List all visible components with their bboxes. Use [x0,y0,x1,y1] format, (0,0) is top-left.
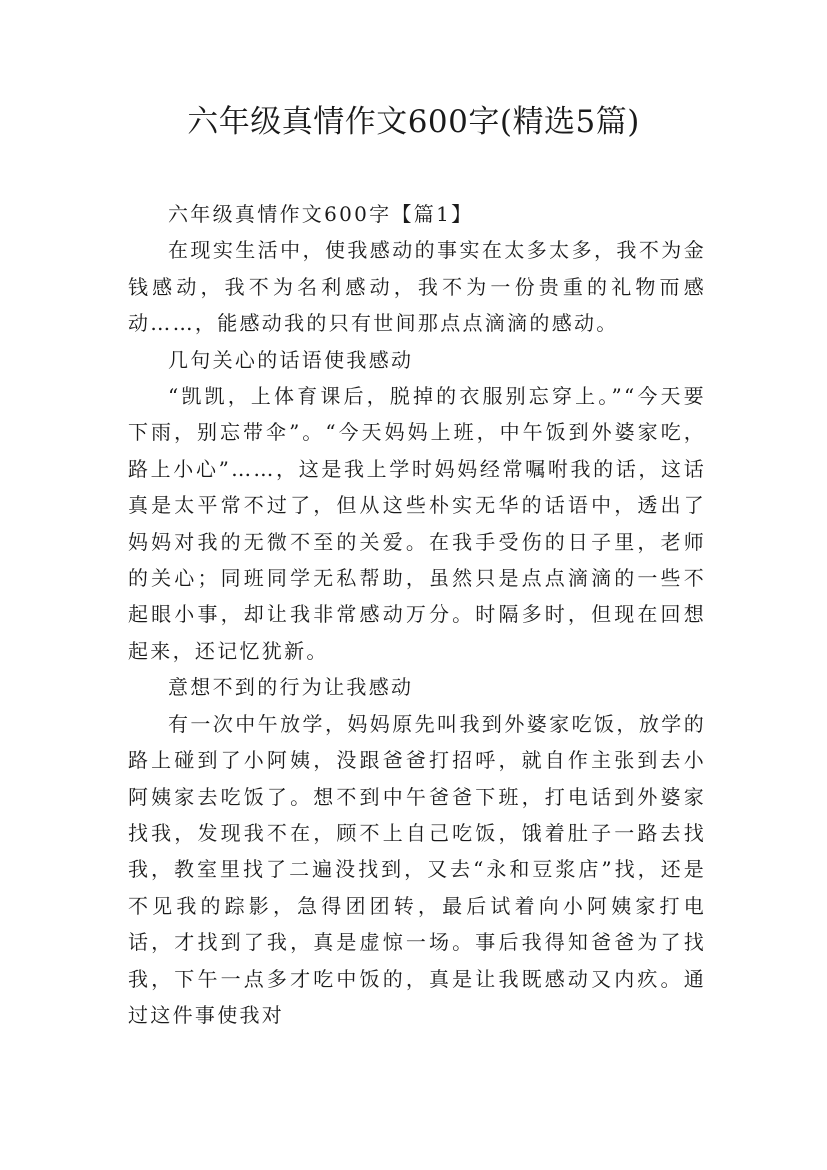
document-title: 六年级真情作文600字(精选5篇) [187,104,640,140]
subheading: 意想不到的行为让我感动 [168,675,414,700]
section-heading: 六年级真情作文600字【篇1】 [168,202,474,226]
paragraph: 有一次中午放学，妈妈原先叫我到外婆家吃饭，放学的路上碰到了小阿姨，没跟爸爸打招呼，就自作主张到去小阿姨家去吃饭了。想不到中午爸爸下班，打电话到外婆家找我，发现我不在，顾不上自己吃饭，饿着肚子一路去找我，教室里找了二遍没找到，又去“永和豆浆店”找，还是不见我的踪影，急得团团转，最后试着向小阿姨家打电话，才找到了我，真是虚惊一场。事后我得知爸爸为了找我，下午一点多才吃中饭的，真是让我既感动又内疚。通过这件事使我对 [128,711,706,1027]
paragraph: 在现实生活中，使我感动的事实在太多太多，我不为金钱感动，我不为名利感动，我不为一份贵重的礼物而感动……，能感动我的只有世间那点点滴滴的感动。 [128,238,706,336]
paragraph: “凯凯，上体育课后，脱掉的衣服别忘穿上。”“今天要下雨，别忘带伞”。“今天妈妈上班，中午饭到外婆家吃，路上小心”……，这是我上学时妈妈经常嘱咐我的话，这话真是太平常不过了，但从这些朴实无华的话语中，透出了妈妈对我的无微不至的关爱。在我手受伤的日子里，老师的关心；同班同学无私帮助，虽然只是点点滴滴的一些不起眼小事，却让我非常感动万分。时隔多时，但现在回想起来，还记忆犹新。 [128,384,706,663]
subheading: 几句关心的话语使我感动 [168,347,414,372]
document-body [128,196,706,1033]
